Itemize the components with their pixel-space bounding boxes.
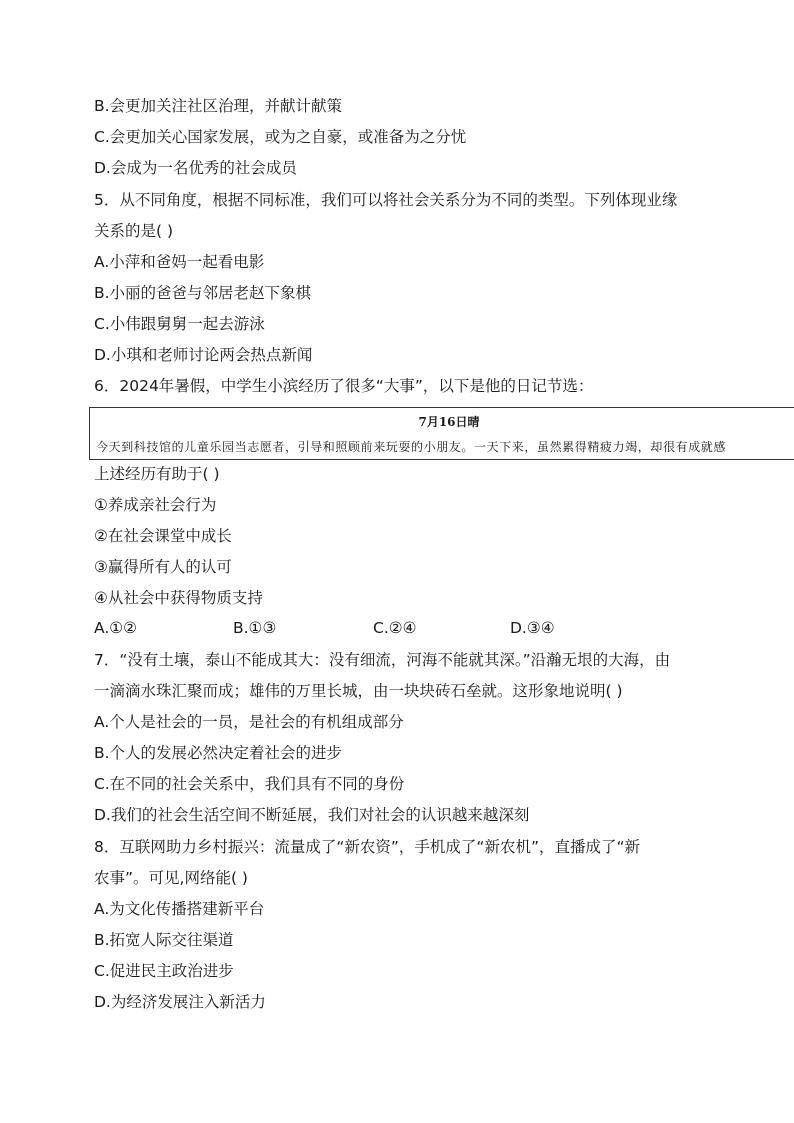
line-q8-option-d: D.为经济发展注入新活力 [94, 993, 266, 1011]
line-q4-option-d: D.会成为一名优秀的社会成员 [94, 159, 297, 177]
line-q4-option-c: C.会更加关心国家发展，或为之自豪，或准备为之分忧 [94, 128, 467, 146]
line-q8-option-b: B.拓宽人际交往渠道 [94, 931, 234, 949]
q6-option-c: C.②④ [373, 619, 417, 637]
line-q5-option-d: D.小琪和老师讨论两会热点新闻 [94, 346, 313, 364]
line-q7-option-a: A.个人是社会的一员，是社会的有机组成部分 [94, 713, 404, 731]
diary-body: 今天到科技馆的儿童乐园当志愿者，引导和照顾前来玩耍的小朋友。一天下来，虽然累得精疲力竭，却很有成就感 [96, 440, 727, 454]
line-q7-option-c: C.在不同的社会关系中，我们具有不同的身份 [94, 775, 405, 793]
diary-excerpt-box [89, 407, 794, 460]
line-q5-stem-2: 关系的是( ) [94, 222, 174, 240]
line-q7-option-b: B.个人的发展必然决定着社会的进步 [94, 744, 343, 762]
q6-option-a: A.①② [94, 619, 138, 637]
line-q5-option-a: A.小萍和爸妈一起看电影 [94, 253, 265, 271]
line-q5-option-b: B.小丽的爸爸与邻居老赵下象棋 [94, 284, 312, 302]
line-q4-option-b: B.会更加关注社区治理，并献计献策 [94, 97, 343, 115]
line-q6-item-4: ④从社会中获得物质支持 [94, 589, 263, 607]
line-q8-stem-2: 农事”。可见,网络能( ) [94, 869, 248, 887]
line-q7-option-d: D.我们的社会生活空间不断延展，我们对社会的认识越来越深刻 [94, 806, 530, 824]
line-q6-stem: 6．2024年暑假，中学生小滨经历了很多“大事”，以下是他的日记节选： [94, 377, 594, 395]
line-q8-option-a: A.为文化传播搭建新平台 [94, 900, 265, 918]
line-q7-stem-2: 一滴滴水珠汇聚而成；雄伟的万里长城，由一块块砖石垒就。这形象地说明( ) [94, 682, 623, 700]
diary-title: 7月16日晴 [418, 415, 480, 429]
line-q8-option-c: C.促进民主政治进步 [94, 962, 234, 980]
line-q5-option-c: C.小伟跟舅舅一起去游泳 [94, 315, 265, 333]
line-q6-item-2: ②在社会课堂中成长 [94, 527, 232, 545]
q6-option-b: B.①③ [233, 619, 277, 637]
line-q6-item-3: ③赢得所有人的认可 [94, 558, 232, 576]
line-q6-question: 上述经历有助于( ) [94, 465, 220, 483]
line-q5-stem-1: 5．从不同角度，根据不同标准，我们可以将社会关系分为不同的类型。下列体现业缘 [94, 191, 678, 209]
line-q8-stem-1: 8．互联网助力乡村振兴：流量成了“新农资”，手机成了“新农机”，直播成了“新 [94, 838, 641, 856]
q6-options-row [94, 619, 714, 639]
q6-option-d: D.③④ [510, 619, 555, 637]
line-q6-item-1: ①养成亲社会行为 [94, 496, 217, 514]
line-q7-stem-1: 7．“没有土壤，泰山不能成其大：没有细流，河海不能就其深。”沿瀚无垠的大海，由 [94, 651, 671, 669]
